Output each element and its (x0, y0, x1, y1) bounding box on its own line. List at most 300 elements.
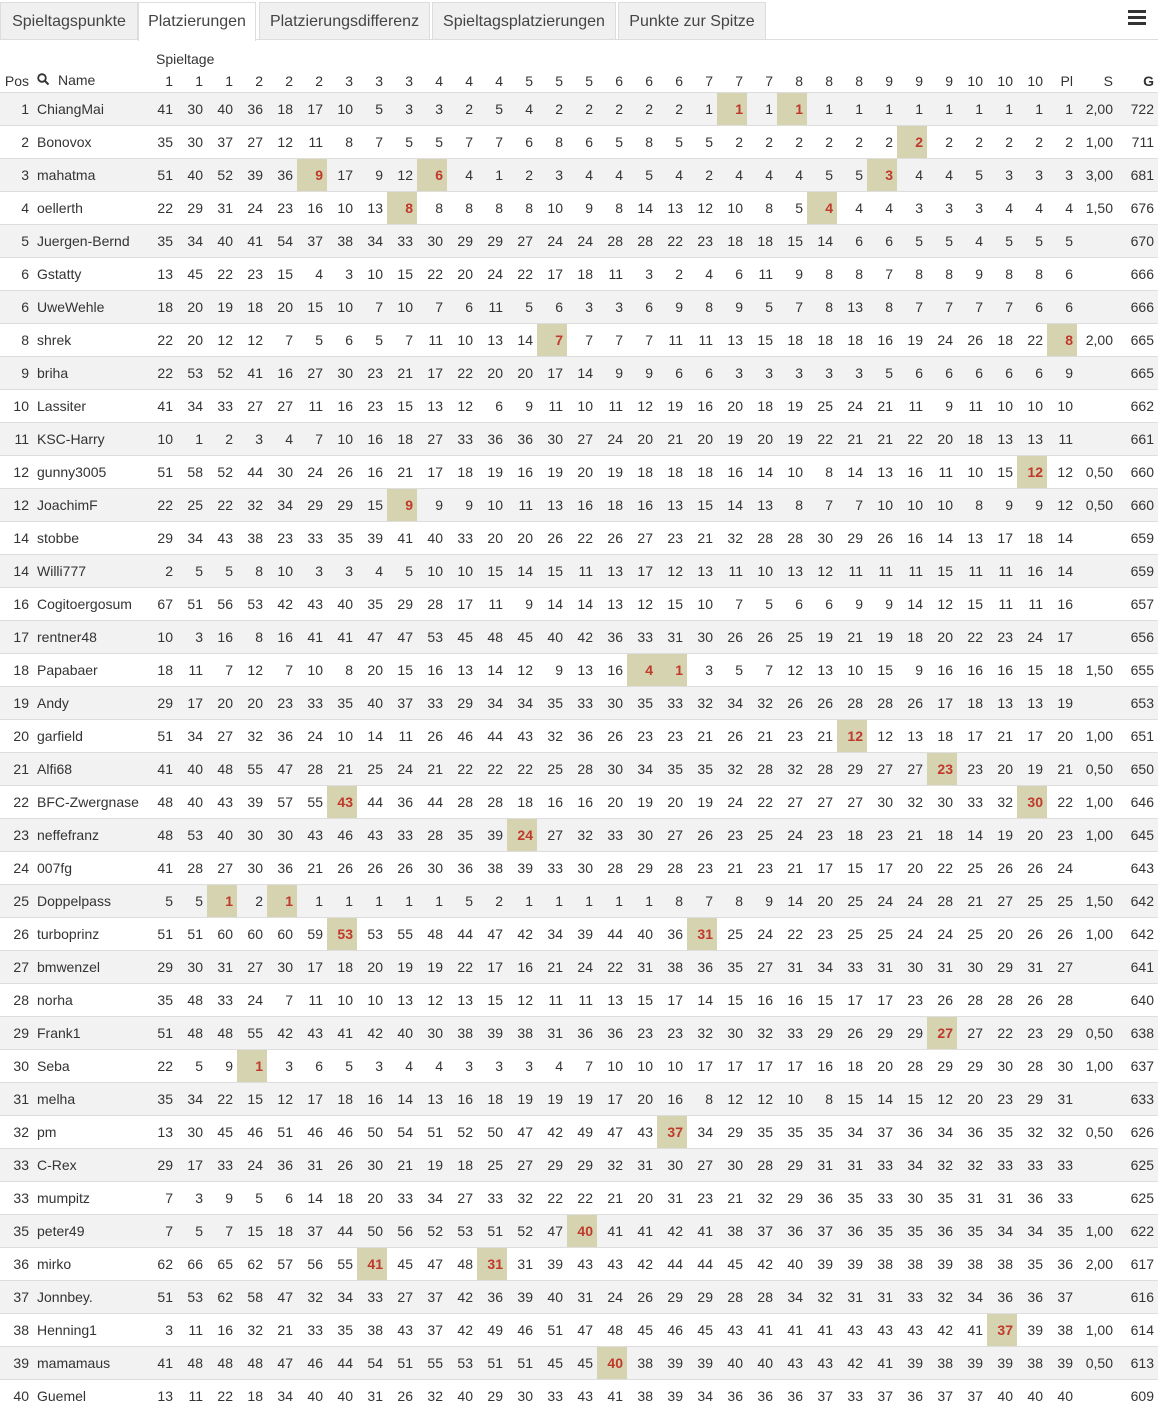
table-row[interactable] (0, 455, 1158, 488)
placement-cell: 2 (837, 125, 867, 158)
placement-cell: 30 (717, 1016, 747, 1049)
placement-cell: 48 (177, 1346, 207, 1379)
g-cell: 666 (1117, 257, 1158, 290)
player-name: garfield (33, 719, 147, 752)
placement-cell: 26 (837, 1016, 867, 1049)
placement-cell: 7 (147, 1214, 177, 1247)
g-cell: 676 (1117, 191, 1158, 224)
tab-platzierungen[interactable]: Platzierungen (138, 2, 256, 41)
placement-cell: 12 (417, 983, 447, 1016)
placement-cell: 25 (747, 818, 777, 851)
hamburger-menu-icon[interactable] (1128, 10, 1146, 26)
placement-cell: 47 (477, 917, 507, 950)
placement-cell: 30 (237, 851, 267, 884)
placement-cell: 11 (297, 125, 327, 158)
placement-cell: 33 (567, 686, 597, 719)
placement-cell: 6 (477, 389, 507, 422)
placement-cell: 15 (777, 224, 807, 257)
placement-cell: 48 (177, 983, 207, 1016)
g-cell: 646 (1117, 785, 1158, 818)
placement-cell: 1 (417, 884, 447, 917)
placement-cell: 49 (477, 1313, 507, 1346)
placement-cell: 41 (237, 224, 267, 257)
table-row[interactable] (0, 686, 1158, 719)
pos-cell: 28 (0, 983, 33, 1016)
placement-cell: 18 (237, 290, 267, 323)
placement-cell: 12 (927, 587, 957, 620)
placement-cell: 8 (687, 1082, 717, 1115)
placement-cell: 3 (387, 92, 417, 125)
table-row[interactable] (0, 884, 1158, 917)
table-row[interactable] (0, 125, 1158, 158)
placement-cell: 39 (897, 1346, 927, 1379)
table-row[interactable] (0, 1379, 1158, 1412)
placement-cell: 34 (327, 1280, 357, 1313)
table-row[interactable] (0, 752, 1158, 785)
placement-cell: 28 (777, 521, 807, 554)
placement-cell: 19 (987, 818, 1017, 851)
placement-cell: 23 (627, 719, 657, 752)
placement-cell: 34 (687, 1115, 717, 1148)
player-name: oellerth (33, 191, 147, 224)
placement-cell: 22 (807, 422, 837, 455)
placement-cell: 9 (357, 158, 387, 191)
placement-cell: 14 (627, 191, 657, 224)
table-row[interactable] (0, 1148, 1158, 1181)
table-row[interactable] (0, 1214, 1158, 1247)
placement-cell: 39 (237, 158, 267, 191)
placement-cell: 5 (747, 587, 777, 620)
placement-cell: 4 (687, 257, 717, 290)
placement-cell: 51 (147, 158, 177, 191)
spieltag-header: 6 (615, 72, 623, 89)
placement-cell: 41 (327, 1016, 357, 1049)
placement-cell: 55 (297, 785, 327, 818)
player-name: C-Rex (33, 1148, 147, 1181)
placement-cell: 4 (597, 158, 627, 191)
table-row[interactable] (0, 851, 1158, 884)
placement-cell: 17 (837, 983, 867, 1016)
placement-cell: 48 (597, 1313, 627, 1346)
placement-cell: 36 (477, 1280, 507, 1313)
placement-cell: 39 (1017, 1313, 1047, 1346)
table-row[interactable] (0, 1115, 1158, 1148)
player-name: mumpitz (33, 1181, 147, 1214)
placement-cell: 34 (987, 1214, 1017, 1247)
table-row[interactable] (0, 422, 1158, 455)
placement-cell: 38 (627, 1346, 657, 1379)
placement-cell: 5 (657, 125, 687, 158)
placement-cell: 9 (627, 356, 657, 389)
placement-cell: 29 (837, 521, 867, 554)
placement-cell: 37 (807, 1214, 837, 1247)
table-row[interactable] (0, 1181, 1158, 1214)
placement-cell: 40 (777, 1247, 807, 1280)
placement-cell: 22 (567, 1181, 597, 1214)
placement-cell: 38 (927, 1346, 957, 1379)
placement-cell: 26 (327, 851, 357, 884)
placement-cell: 8 (477, 191, 507, 224)
placement-cell: 7 (267, 653, 297, 686)
placement-cell: 12 (267, 1082, 297, 1115)
table-row[interactable] (0, 1016, 1158, 1049)
placement-cell: 21 (687, 719, 717, 752)
placement-cell: 8 (387, 191, 417, 224)
placement-cell: 16 (897, 521, 927, 554)
placement-cell: 26 (387, 851, 417, 884)
placement-cell: 24 (387, 752, 417, 785)
placement-cell: 39 (507, 851, 537, 884)
placement-cell: 53 (177, 1280, 207, 1313)
table-row[interactable] (0, 158, 1158, 191)
table-row[interactable] (0, 521, 1158, 554)
placement-cell: 13 (867, 455, 897, 488)
placement-cell: 32 (927, 1148, 957, 1181)
table-row[interactable] (0, 224, 1158, 257)
placement-cell: 17 (867, 983, 897, 1016)
placement-cell: 38 (627, 1379, 657, 1412)
placement-cell: 5 (507, 290, 537, 323)
placement-cell: 20 (987, 752, 1017, 785)
placement-cell: 17 (927, 686, 957, 719)
placement-cell: 29 (657, 1280, 687, 1313)
placement-cell: 24 (237, 1148, 267, 1181)
placement-cell: 12 (267, 125, 297, 158)
placement-cell: 33 (627, 620, 657, 653)
spieltag-header: 2 (315, 72, 323, 89)
placement-cell: 37 (867, 1379, 897, 1412)
placement-cell: 24 (537, 224, 567, 257)
placement-cell: 26 (357, 851, 387, 884)
placement-cell: 36 (267, 1148, 297, 1181)
placement-cell: 29 (927, 1049, 957, 1082)
tab-spieltagsplatzierungen[interactable]: Spieltagsplatzierungen (432, 2, 616, 39)
placement-cell: 22 (777, 917, 807, 950)
placement-cell: 56 (297, 1247, 327, 1280)
placement-cell: 31 (477, 1247, 507, 1280)
placement-cell: 16 (987, 653, 1017, 686)
placement-cell: 42 (747, 1247, 777, 1280)
placement-cell: 5 (627, 158, 657, 191)
placement-cell: 18 (597, 488, 627, 521)
placement-cell: 26 (597, 521, 627, 554)
placement-cell: 46 (237, 1115, 267, 1148)
placement-cell: 42 (267, 587, 297, 620)
placement-cell: 31 (207, 191, 237, 224)
placement-cell: 7 (477, 125, 507, 158)
tab-punkte-zur-spitze[interactable]: Punkte zur Spitze (618, 2, 766, 39)
placement-cell: 38 (477, 851, 507, 884)
table-row[interactable] (0, 290, 1158, 323)
placement-cell: 41 (807, 1313, 837, 1346)
placement-cell: 18 (327, 950, 357, 983)
tab-spieltagspunkte[interactable]: Spieltagspunkte (0, 2, 138, 39)
placement-cell: 24 (837, 389, 867, 422)
placement-cell: 33 (657, 686, 687, 719)
table-row[interactable] (0, 719, 1158, 752)
placement-cell: 30 (807, 521, 837, 554)
placement-cell: 21 (867, 422, 897, 455)
placement-cell: 10 (357, 257, 387, 290)
table-row[interactable] (0, 92, 1158, 125)
placement-cell: 17 (417, 455, 447, 488)
placement-cell: 35 (747, 1115, 777, 1148)
placement-cell: 3 (537, 158, 567, 191)
player-name: peter49 (33, 1214, 147, 1247)
placement-cell: 26 (867, 521, 897, 554)
placement-cell: 9 (657, 290, 687, 323)
placement-cell: 30 (597, 686, 627, 719)
placement-cell: 6 (987, 356, 1017, 389)
placement-cell: 29 (177, 191, 207, 224)
placement-cell: 24 (897, 917, 927, 950)
table-row[interactable] (0, 356, 1158, 389)
spieltag-header: 5 (525, 72, 533, 89)
placement-cell: 44 (417, 785, 447, 818)
s-cell: 0,50 (1077, 1016, 1117, 1049)
placement-cell: 32 (897, 785, 927, 818)
placement-cell: 20 (717, 389, 747, 422)
g-cell: 609 (1117, 1379, 1158, 1412)
table-row[interactable] (0, 587, 1158, 620)
placement-cell: 13 (147, 257, 177, 290)
placement-cell: 32 (747, 686, 777, 719)
placement-cell: 16 (777, 983, 807, 1016)
placement-cell: 29 (1017, 1082, 1047, 1115)
table-row[interactable] (0, 191, 1158, 224)
placement-cell: 4 (297, 257, 327, 290)
placement-cell: 22 (507, 752, 537, 785)
placement-cell: 3 (807, 356, 837, 389)
player-name: pm (33, 1115, 147, 1148)
placement-cell: 30 (417, 851, 447, 884)
table-row[interactable] (0, 1082, 1158, 1115)
placement-cell: 32 (567, 818, 597, 851)
placement-cell: 22 (147, 1049, 177, 1082)
table-row[interactable] (0, 653, 1158, 686)
s-header: S (1103, 72, 1113, 89)
placement-cell: 15 (267, 257, 297, 290)
table-row[interactable] (0, 1313, 1158, 1346)
placement-cell: 6 (867, 224, 897, 257)
placement-cell: 9 (507, 587, 537, 620)
placement-cell: 48 (207, 752, 237, 785)
placement-cell: 22 (417, 257, 447, 290)
placement-cell: 28 (177, 851, 207, 884)
placement-cell: 20 (477, 521, 507, 554)
placement-cell: 17 (537, 257, 567, 290)
table-row[interactable] (0, 1346, 1158, 1379)
placement-cell: 52 (207, 455, 237, 488)
pos-cell: 25 (0, 884, 33, 917)
placement-cell: 16 (657, 1082, 687, 1115)
placement-cell: 22 (147, 356, 177, 389)
placement-cell: 18 (627, 455, 657, 488)
placement-cell: 45 (507, 620, 537, 653)
placement-cell: 36 (777, 1214, 807, 1247)
placement-cell: 21 (747, 719, 777, 752)
placement-cell: 1 (177, 422, 207, 455)
pos-cell: 11 (0, 422, 33, 455)
g-cell: 665 (1117, 356, 1158, 389)
placement-cell: 23 (807, 818, 837, 851)
pl-cell: 25 (1047, 884, 1077, 917)
placement-cell: 28 (1017, 1049, 1047, 1082)
placement-cell: 26 (627, 1280, 657, 1313)
placement-cell: 36 (567, 719, 597, 752)
placement-cell: 4 (567, 158, 597, 191)
table-row[interactable] (0, 785, 1158, 818)
placement-cell: 32 (717, 752, 747, 785)
placement-cell: 12 (927, 1082, 957, 1115)
placement-cell: 13 (147, 1115, 177, 1148)
placement-cell: 15 (957, 587, 987, 620)
placement-cell: 27 (567, 422, 597, 455)
spieltag-header: 4 (495, 72, 503, 89)
placement-cell: 26 (957, 323, 987, 356)
placement-cell: 6 (957, 356, 987, 389)
placement-cell: 5 (177, 554, 207, 587)
pos-cell: 33 (0, 1148, 33, 1181)
placement-cell: 37 (387, 686, 417, 719)
table-row[interactable] (0, 620, 1158, 653)
placement-cell: 26 (327, 455, 357, 488)
placement-cell: 11 (507, 488, 537, 521)
placement-cell: 4 (507, 92, 537, 125)
placement-cell: 35 (807, 1115, 837, 1148)
placement-cell: 34 (267, 1379, 297, 1412)
player-name: melha (33, 1082, 147, 1115)
placement-cell: 32 (537, 719, 567, 752)
placement-cell: 43 (567, 1379, 597, 1412)
table-row[interactable] (0, 1280, 1158, 1313)
table-row[interactable] (0, 917, 1158, 950)
placement-cell: 9 (927, 389, 957, 422)
table-row[interactable] (0, 1247, 1158, 1280)
placement-cell: 10 (477, 488, 507, 521)
placement-cell: 34 (807, 950, 837, 983)
spieltag-header: 1 (225, 72, 233, 89)
placement-cell: 18 (267, 92, 297, 125)
placement-cell: 2 (657, 92, 687, 125)
s-cell (1077, 257, 1117, 290)
player-name: BFC-Zwergnase (33, 785, 147, 818)
player-name: Gstatty (33, 257, 147, 290)
placement-cell: 19 (687, 785, 717, 818)
placement-cell: 59 (297, 917, 327, 950)
table-row[interactable] (0, 818, 1158, 851)
table-row[interactable] (0, 323, 1158, 356)
placement-cell: 29 (687, 1280, 717, 1313)
placement-cell: 18 (267, 1214, 297, 1247)
placement-cell: 48 (207, 1016, 237, 1049)
table-row[interactable] (0, 950, 1158, 983)
placement-cell: 35 (147, 125, 177, 158)
placement-cell: 2 (567, 92, 597, 125)
placement-cell: 31 (627, 950, 657, 983)
placement-cell: 8 (867, 290, 897, 323)
placement-cell: 45 (537, 1346, 567, 1379)
name-header (33, 70, 147, 92)
placement-cell: 5 (207, 554, 237, 587)
spieltag-header: 10 (1027, 72, 1043, 89)
placement-cell: 31 (867, 1280, 897, 1313)
placement-cell: 35 (777, 1115, 807, 1148)
tab-platzierungsdifferenz[interactable]: Platzierungsdifferenz (259, 2, 430, 39)
placement-cell: 15 (687, 488, 717, 521)
placement-cell: 7 (267, 983, 297, 1016)
placement-cell: 18 (927, 818, 957, 851)
placement-cell: 23 (927, 752, 957, 785)
player-name: Willi777 (33, 554, 147, 587)
placement-cell: 18 (147, 290, 177, 323)
placement-cell: 10 (867, 488, 897, 521)
placement-cell: 40 (207, 92, 237, 125)
placement-cell: 47 (507, 1115, 537, 1148)
placement-cell: 13 (147, 1379, 177, 1412)
table-row[interactable] (0, 983, 1158, 1016)
placement-cell: 51 (147, 455, 177, 488)
placement-cell: 47 (267, 1280, 297, 1313)
placement-cell: 48 (207, 1346, 237, 1379)
placement-cell: 39 (537, 1247, 567, 1280)
placement-cell: 40 (417, 521, 447, 554)
placement-cell: 15 (657, 587, 687, 620)
s-cell: 0,50 (1077, 488, 1117, 521)
table-row[interactable] (0, 1049, 1158, 1082)
placement-cell: 37 (807, 1379, 837, 1412)
s-cell: 2,00 (1077, 1247, 1117, 1280)
placement-cell: 16 (507, 455, 537, 488)
placement-cell: 37 (747, 1214, 777, 1247)
pl-cell: 2 (1047, 125, 1077, 158)
placement-cell: 15 (837, 1082, 867, 1115)
placement-cell: 23 (267, 521, 297, 554)
placement-cell: 11 (567, 983, 597, 1016)
pl-cell: 8 (1047, 323, 1077, 356)
placement-cell: 4 (897, 158, 927, 191)
g-cell: 657 (1117, 587, 1158, 620)
placement-cell: 8 (627, 125, 657, 158)
placement-cell: 10 (717, 191, 747, 224)
placement-cell: 1 (687, 92, 717, 125)
table-row[interactable] (0, 488, 1158, 521)
placement-cell: 10 (327, 191, 357, 224)
placement-cell: 28 (417, 818, 447, 851)
table-row[interactable] (0, 257, 1158, 290)
placement-cell: 9 (387, 488, 417, 521)
placement-cell: 1 (927, 92, 957, 125)
placement-cell: 51 (147, 1016, 177, 1049)
placement-cell: 42 (267, 1016, 297, 1049)
placement-cell: 1 (267, 884, 297, 917)
placement-cell: 27 (687, 1148, 717, 1181)
search-icon[interactable] (37, 73, 50, 89)
placement-cell: 24 (927, 917, 957, 950)
placement-cell: 22 (447, 752, 477, 785)
table-row[interactable] (0, 554, 1158, 587)
placement-cell: 31 (807, 1148, 837, 1181)
placement-cell: 6 (717, 257, 747, 290)
placement-cell: 30 (987, 1049, 1017, 1082)
placement-cell: 35 (147, 983, 177, 1016)
placement-cell: 33 (207, 1148, 237, 1181)
table-row[interactable] (0, 389, 1158, 422)
placement-cell: 19 (657, 389, 687, 422)
placement-cell: 44 (687, 1247, 717, 1280)
placement-cell: 2 (237, 884, 267, 917)
placement-cell: 7 (837, 488, 867, 521)
